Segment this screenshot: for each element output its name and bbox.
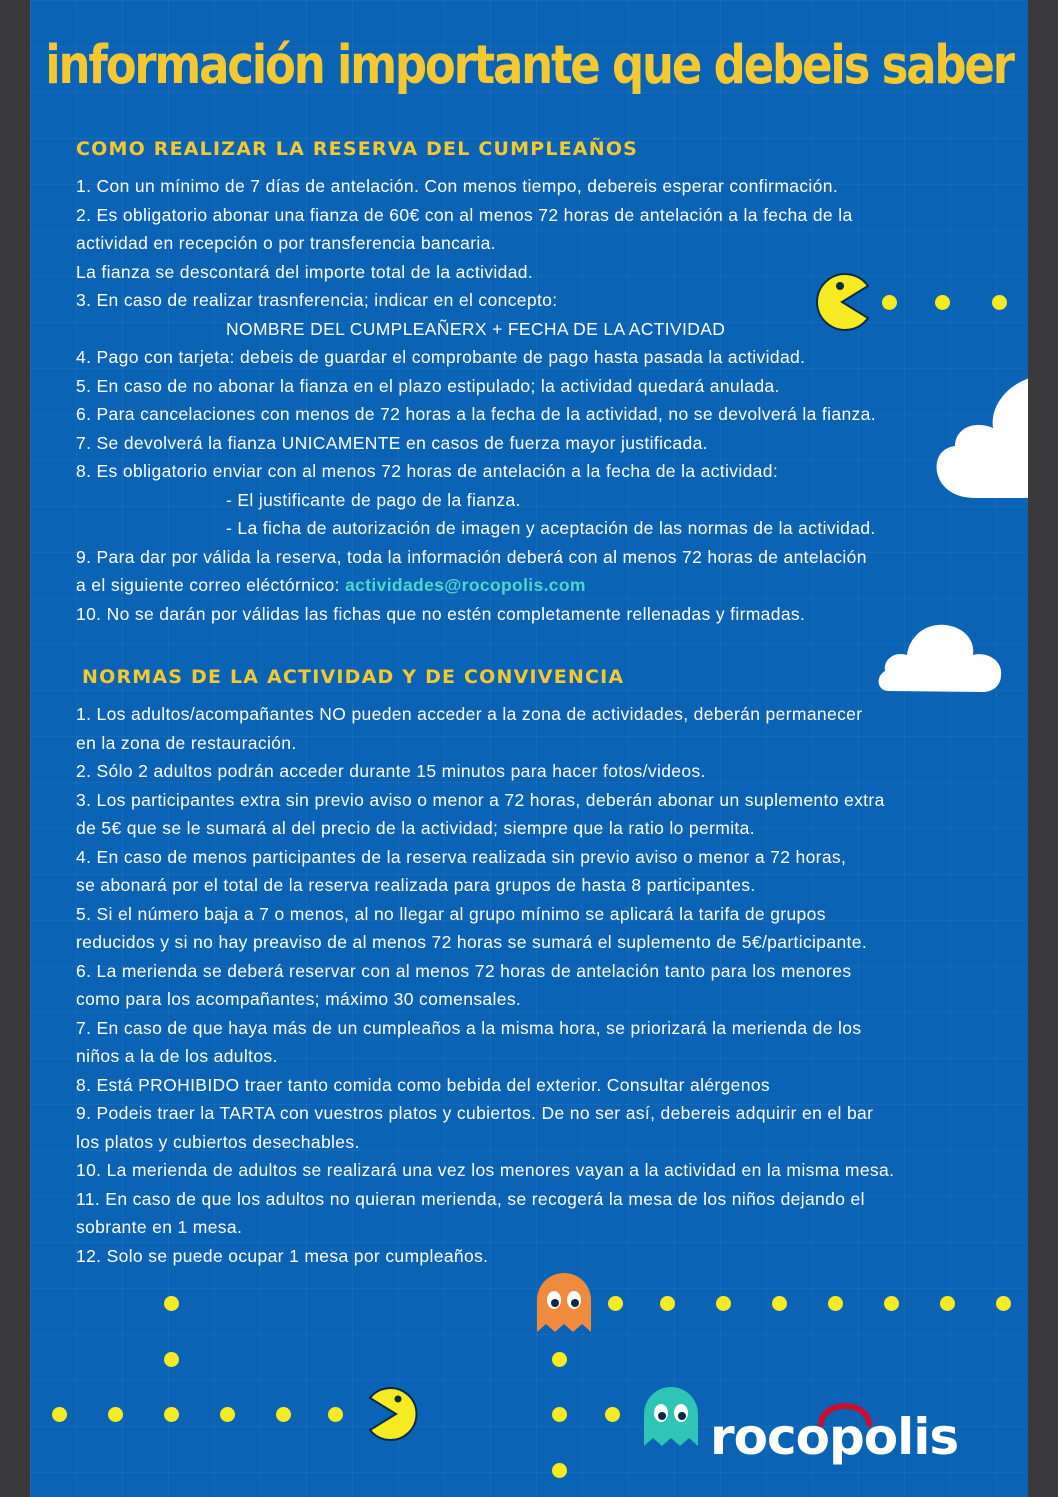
pellet-dot (52, 1407, 67, 1422)
list-item: 4. Pago con tarjeta: debeis de guardar el comprobante de pago hasta pasada la actividad. (76, 347, 806, 367)
pellet-dot (608, 1296, 623, 1311)
pellet-dot (164, 1296, 179, 1311)
list-item: los platos y cubiertos desechables. (76, 1131, 360, 1152)
flyer-page (30, 0, 1028, 1497)
pellet-dot (996, 1296, 1011, 1311)
pellet-dot (992, 295, 1007, 310)
list-item: - La ficha de autorización de imagen y aceptación de las normas de la actividad. (226, 518, 876, 538)
list-item: 2. Es obligatorio abonar una fianza de 60€ con al menos 72 horas de antelación a la fecha de la (76, 204, 853, 225)
list-item: actividad en recepción o por transferencia bancaria. (76, 233, 496, 253)
list-item: 7. En caso de que haya más de un cumpleaños a la misma hora, se priorizará la merienda de los (76, 1017, 862, 1038)
list-item: 6. La merienda se deberá reservar con al menos 72 horas de antelación tanto para los menores (76, 960, 852, 981)
list-item: 10. No se darán por válidas las fichas que no estén completamente rellenadas y firmadas. (76, 603, 806, 624)
list-item: se abonará por el total de la reserva realizada para grupos de hasta 8 participantes. (76, 875, 756, 895)
list-item: 1. Con un mínimo de 7 días de antelación. Con menos tiempo, debereis esperar confirmación. (76, 176, 839, 196)
list-item (76, 571, 966, 600)
pellet-dot (164, 1352, 179, 1367)
pellet-dot (940, 1296, 955, 1311)
ghost-icon (535, 1272, 593, 1334)
pellet-dot (605, 1407, 620, 1422)
list-item: 4. En caso de menos participantes de la reserva realizada sin previo aviso o menor a 72 horas, (76, 846, 847, 867)
list-item: 3. En caso de realizar trasnferencia; indicar en el concepto: (76, 290, 558, 310)
pellet-dot (552, 1352, 567, 1367)
list-item: como para los acompañantes; máximo 30 comensales. (76, 989, 522, 1009)
list-item: 5. Si el número baja a 7 o menos, al no llegar al grupo mínimo se aplicará la tarifa de grupos (76, 903, 826, 924)
list-item: 2. Sólo 2 adultos podrán acceder durante 15 minutos para hacer fotos/videos. (76, 761, 706, 781)
list-item: 9. Para dar por válida la reserva, toda la información deberá con al menos 72 horas de antelación (76, 546, 867, 567)
pellet-dot (552, 1463, 567, 1478)
pellet-dot (276, 1407, 291, 1422)
list-item: niños a la de los adultos. (76, 1046, 278, 1066)
list-item: sobrante en 1 mesa. (76, 1217, 243, 1237)
ghost-icon (642, 1386, 700, 1448)
section-heading-rules: NORMAS DE LA ACTIVIDAD Y DE CONVIVENCIA (82, 666, 625, 688)
rules-list (76, 700, 966, 1270)
email-label: a el siguiente correo eléctórnico: (76, 575, 340, 595)
list-item: 9. Podeis traer la TARTA con vuestros platos y cubiertos. De no ser así, debereis adquirir en el bar (76, 1103, 874, 1123)
section-heading-reservation: COMO REALIZAR LA RESERVA DEL CUMPLEAÑOS (76, 138, 639, 160)
list-item: 11. En caso de que los adultos no quieran merienda, se recogerá la mesa de los niños dejando el (76, 1188, 865, 1209)
pellet-dot (164, 1407, 179, 1422)
cloud-icon (875, 615, 1005, 693)
rocopolis-logo: rocopolis (710, 1408, 959, 1466)
list-item: de 5€ que se le sumará al del precio de la actividad; siempre que la ratio lo permita. (76, 818, 755, 838)
list-item: 8. Es obligatorio enviar con al menos 72 horas de antelación a la fecha de la actividad: (76, 461, 779, 481)
list-item: 6. Para cancelaciones con menos de 72 horas a la fecha de la actividad, no se devolverá la fianza. (76, 404, 876, 424)
cloud-icon (935, 378, 1028, 500)
pacman-icon (368, 1386, 424, 1442)
list-item: - El justificante de pago de la fianza. (226, 489, 521, 510)
pellet-dot (772, 1296, 787, 1311)
list-item: 5. En caso de no abonar la fianza en el plazo estipulado; la actividad quedará anulada. (76, 375, 780, 396)
list-item: NOMBRE DEL CUMPLEAÑERX + FECHA DE LA ACTIVIDAD (226, 318, 726, 339)
pellet-dot (108, 1407, 123, 1422)
list-item: 1. Los adultos/acompañantes NO pueden acceder a la zona de actividades, deberán permanecer (76, 704, 863, 724)
list-item: 7. Se devolverá la fianza UNICAMENTE en casos de fuerza mayor justificada. (76, 432, 708, 453)
email-link[interactable]: actividades@rocopolis.com (345, 575, 586, 595)
list-item: 8. Está PROHIBIDO traer tanto comida como bebida del exterior. Consultar alérgenos (76, 1074, 771, 1095)
pellet-dot (882, 295, 897, 310)
list-item: 12. Solo se puede ocupar 1 mesa por cumpleaños. (76, 1245, 489, 1266)
pellet-dot (884, 1296, 899, 1311)
pellet-dot (716, 1296, 731, 1311)
pellet-dot (220, 1407, 235, 1422)
pellet-dot (828, 1296, 843, 1311)
pacman-icon (812, 272, 872, 332)
pellet-dot (328, 1407, 343, 1422)
page-title: información importante que debeis saber (45, 33, 1013, 96)
pellet-dot (660, 1296, 675, 1311)
reservation-list (76, 172, 966, 628)
list-item: 3. Los participantes extra sin previo aviso o menor a 72 horas, deberán abonar un suplemento extra (76, 789, 885, 810)
pellet-dot (935, 295, 950, 310)
list-item: en la zona de restauración. (76, 732, 297, 753)
pellet-dot (552, 1407, 567, 1422)
list-item: La fianza se descontará del importe total de la actividad. (76, 261, 534, 282)
list-item: 10. La merienda de adultos se realizará una vez los menores vayan a la actividad en la misma mesa. (76, 1160, 895, 1180)
list-item: reducidos y si no hay preaviso de al menos 72 horas se sumará el suplemento de 5€/participante. (76, 932, 868, 952)
